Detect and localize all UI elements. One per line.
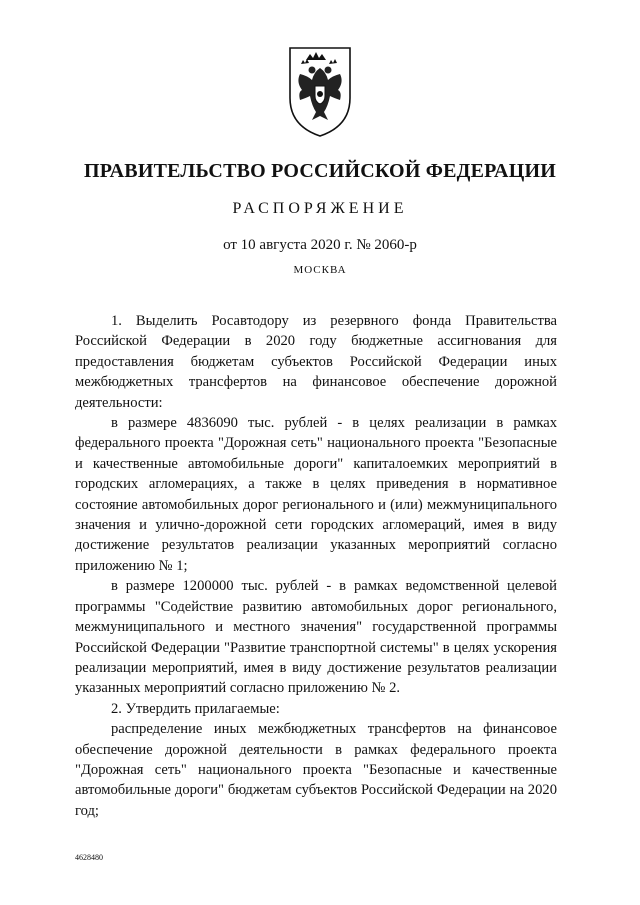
document-city: МОСКВА: [293, 264, 347, 276]
document-type: РАСПОРЯЖЕНИЕ: [232, 200, 408, 217]
paragraph: в размере 4836090 тыс. рублей - в целях реализации в рамках федерального проекта "Дорожная сеть" национального проекта "Безопасные и качественные автомобильные дороги" капиталоемких мероприятий в городских агломерациях, а также в целях приведения в нормативное состояние автомобильных дорог регионального и (или) межмуниципального значения и улично-дорожной сети городских агломераций, имея в виду достижение результатов реализации указанных мероприятий согласно приложению № 1;: [75, 415, 557, 574]
document-code: 4628480: [75, 853, 103, 862]
paragraph: 1. Выделить Росавтодору из резервного фонда Правительства Российской Федерации в 2020 году бюджетные ассигнования для предоставления бюджетам субъектов Российской Федерации иных межбюджетных трансфертов на финансовое обеспечение дорожной деятельности:: [75, 313, 557, 411]
paragraph: в размере 1200000 тыс. рублей - в рамках ведомственной целевой программы "Содействие развитию автомобильных дорог регионального, межмуниципального и местного значения" государственной программы Российской Федерации "Развитие транспортной системы" в целях ускорения реализации мероприятий, имея в виду достижение результатов реализации указанных мероприятий согласно приложению № 2.: [75, 578, 557, 697]
government-title: ПРАВИТЕЛЬСТВО РОССИЙСКОЙ ФЕДЕРАЦИИ: [84, 160, 556, 182]
paragraph: распределение иных межбюджетных трансфертов на финансовое обеспечение дорожной деятельности в рамках федерального проекта "Дорожная сеть" национального проекта "Безопасные и качественные автомобильные дороги" бюджетам субъектов Российской Федерации на 2020 год;: [75, 721, 557, 819]
document-date-number: от 10 августа 2020 г. № 2060-р: [223, 237, 417, 253]
paragraph: 2. Утвердить прилагаемые:: [111, 700, 280, 717]
document-body: [75, 311, 557, 821]
russian-coat-of-arms-icon: [272, 40, 368, 140]
